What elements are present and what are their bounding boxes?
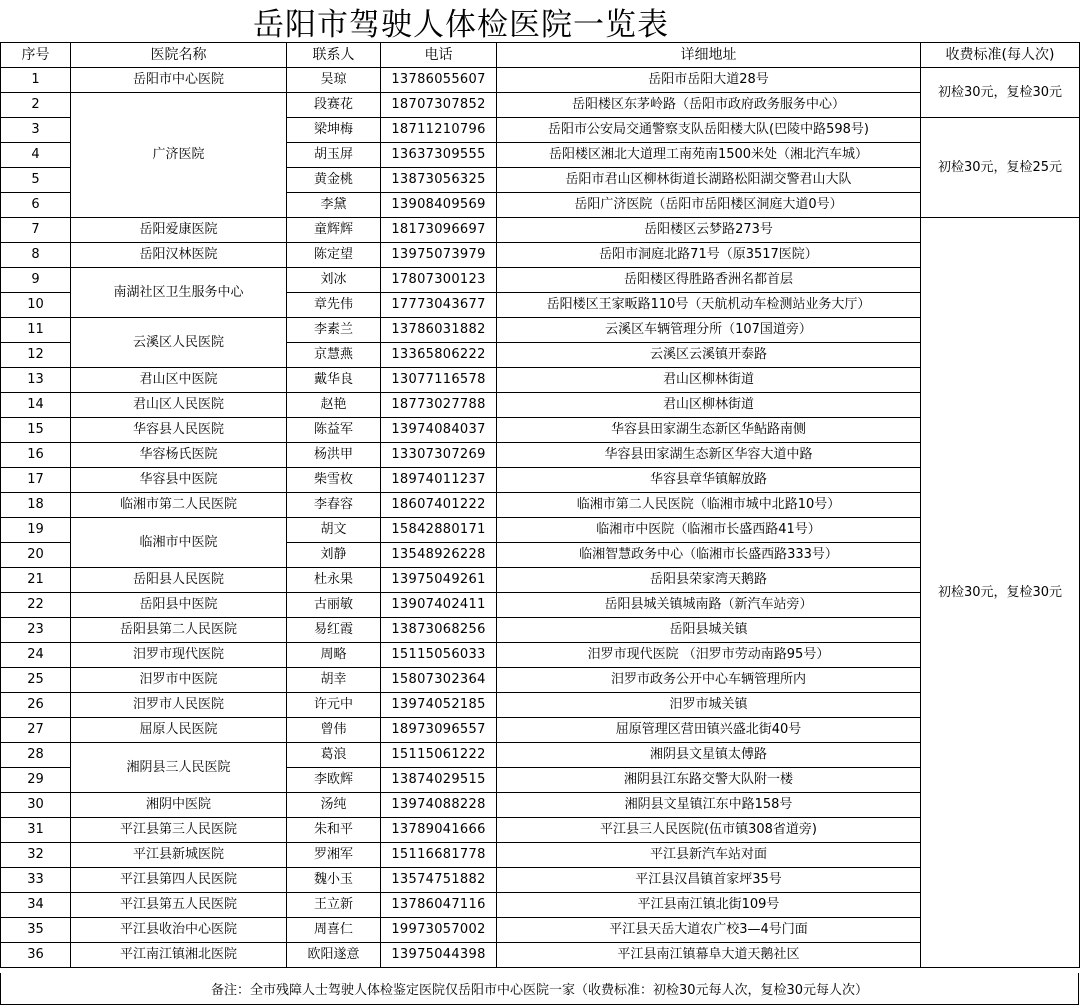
header-hospital: 医院名称 [71, 43, 287, 68]
table-row [1, 868, 1080, 893]
row-address: 岳阳县荣家湾天鹅路 [497, 568, 921, 593]
row-seq: 27 [1, 718, 71, 743]
row-contact: 魏小玉 [287, 868, 381, 893]
row-phone: 13365806222 [381, 343, 497, 368]
row-hospital: 平江县收治中心医院 [71, 918, 287, 943]
row-contact: 陈定望 [287, 243, 381, 268]
row-hospital: 岳阳市中心医院 [71, 68, 287, 93]
row-phone: 15807302364 [381, 668, 497, 693]
row-phone: 13908409569 [381, 193, 497, 218]
row-contact: 葛浪 [287, 743, 381, 768]
row-seq: 20 [1, 543, 71, 568]
row-address: 华容县章华镇解放路 [497, 468, 921, 493]
row-hospital: 平江县第四人民医院 [71, 868, 287, 893]
table-row [1, 668, 1080, 693]
row-seq: 12 [1, 343, 71, 368]
row-seq: 34 [1, 893, 71, 918]
row-seq: 9 [1, 268, 71, 293]
row-address: 云溪区车辆管理分所（107国道旁） [497, 318, 921, 343]
table-row [1, 318, 1080, 343]
row-address: 湘阴县江东路交警大队附一楼 [497, 768, 921, 793]
table-row [1, 93, 1080, 118]
row-address: 岳阳市洞庭北路71号（原3517医院） [497, 243, 921, 268]
header-contact: 联系人 [287, 43, 381, 68]
table-row [1, 693, 1080, 718]
row-address: 湘阴县文星镇江东中路158号 [497, 793, 921, 818]
row-hospital: 华容县中医院 [71, 468, 287, 493]
row-hospital: 岳阳爱康医院 [71, 218, 287, 243]
row-seq: 31 [1, 818, 71, 843]
row-seq: 1 [1, 68, 71, 93]
row-seq: 19 [1, 518, 71, 543]
row-address: 平江县天岳大道农广校3—4号门面 [497, 918, 921, 943]
row-seq: 6 [1, 193, 71, 218]
row-address: 岳阳县城关镇 [497, 618, 921, 643]
table-row [1, 393, 1080, 418]
row-phone: 18974011237 [381, 468, 497, 493]
row-phone: 15116681778 [381, 843, 497, 868]
row-phone: 15115061222 [381, 743, 497, 768]
row-phone: 18607401222 [381, 493, 497, 518]
footnote: 备注：全市残障人士驾驶人体检鉴定医院仅岳阳市中心医院一家（收费标准：初检30元每人次，复检30元每人次） [0, 973, 1079, 1005]
row-seq: 18 [1, 493, 71, 518]
header-address: 详细地址 [497, 43, 921, 68]
row-seq: 36 [1, 943, 71, 968]
row-address: 临湘市第二人民医院（临湘市城中北路10号） [497, 493, 921, 518]
row-hospital: 汨罗市现代医院 [71, 643, 287, 668]
row-phone: 17807300123 [381, 268, 497, 293]
row-address: 云溪区云溪镇开泰路 [497, 343, 921, 368]
row-seq: 16 [1, 443, 71, 468]
row-seq: 24 [1, 643, 71, 668]
row-seq: 25 [1, 668, 71, 693]
table-row [1, 368, 1080, 393]
row-hospital: 南湖社区卫生服务中心 [71, 268, 287, 318]
table-body [1, 68, 1080, 968]
row-contact: 易红霞 [287, 618, 381, 643]
row-address: 华容县田家湖生态新区华容大道中路 [497, 443, 921, 468]
row-phone: 18173096697 [381, 218, 497, 243]
row-phone: 13874029515 [381, 768, 497, 793]
row-address: 岳阳楼区湘北大道理工南苑南1500米处（湘北汽车城） [497, 143, 921, 168]
row-seq: 4 [1, 143, 71, 168]
row-contact: 周喜仁 [287, 918, 381, 943]
row-contact: 赵艳 [287, 393, 381, 418]
table-row [1, 418, 1080, 443]
row-hospital: 平江南江镇湘北医院 [71, 943, 287, 968]
table-row [1, 843, 1080, 868]
row-contact: 曾伟 [287, 718, 381, 743]
row-address: 华容县田家湖生态新区华鲇路南侧 [497, 418, 921, 443]
row-hospital: 广济医院 [71, 93, 287, 218]
row-address: 临湘智慧政务中心（临湘市长盛西路333号） [497, 543, 921, 568]
row-address: 平江县汉昌镇首家坪35号 [497, 868, 921, 893]
table-row [1, 468, 1080, 493]
row-address: 岳阳市岳阳大道28号 [497, 68, 921, 93]
row-address: 君山区柳林街道 [497, 368, 921, 393]
table-row [1, 618, 1080, 643]
row-hospital: 云溪区人民医院 [71, 318, 287, 368]
row-address: 屈原管理区营田镇兴盛北街40号 [497, 718, 921, 743]
row-phone: 13574751882 [381, 868, 497, 893]
row-phone: 13789041666 [381, 818, 497, 843]
row-address: 岳阳楼区云梦路273号 [497, 218, 921, 243]
row-contact: 刘静 [287, 543, 381, 568]
row-seq: 7 [1, 218, 71, 243]
row-contact: 刘冰 [287, 268, 381, 293]
row-phone: 13077116578 [381, 368, 497, 393]
row-contact: 许元中 [287, 693, 381, 718]
row-address: 汨罗市城关镇 [497, 693, 921, 718]
row-phone: 18773027788 [381, 393, 497, 418]
row-seq: 23 [1, 618, 71, 643]
row-seq: 22 [1, 593, 71, 618]
header-seq: 序号 [1, 43, 71, 68]
row-contact: 古丽敏 [287, 593, 381, 618]
row-phone: 18707307852 [381, 93, 497, 118]
row-seq: 30 [1, 793, 71, 818]
row-seq: 11 [1, 318, 71, 343]
table-row [1, 793, 1080, 818]
row-hospital: 临湘市中医院 [71, 518, 287, 568]
row-hospital: 汨罗市人民医院 [71, 693, 287, 718]
row-address: 岳阳楼区东茅岭路（岳阳市政府政务服务中心） [497, 93, 921, 118]
row-seq: 3 [1, 118, 71, 143]
row-phone: 13786047116 [381, 893, 497, 918]
row-phone: 13548926228 [381, 543, 497, 568]
row-address: 临湘市中医院（临湘市长盛西路41号） [497, 518, 921, 543]
row-seq: 28 [1, 743, 71, 768]
row-hospital: 汨罗市中医院 [71, 668, 287, 693]
row-contact: 柴雪枚 [287, 468, 381, 493]
row-contact: 欧阳遂意 [287, 943, 381, 968]
row-phone: 19973057002 [381, 918, 497, 943]
row-hospital: 君山区人民医院 [71, 393, 287, 418]
row-seq: 35 [1, 918, 71, 943]
table-row [1, 818, 1080, 843]
row-hospital: 湘阴中医院 [71, 793, 287, 818]
header-fee: 收费标准(每人次) [921, 43, 1080, 68]
table-row [1, 243, 1080, 268]
row-seq: 26 [1, 693, 71, 718]
row-address: 岳阳市君山区柳林街道长湖路松阳湖交警君山大队 [497, 168, 921, 193]
row-contact: 胡玉屏 [287, 143, 381, 168]
row-contact: 朱和平 [287, 818, 381, 843]
row-hospital: 岳阳县第二人民医院 [71, 618, 287, 643]
row-fee: 初检30元，复检25元 [921, 118, 1080, 218]
row-contact: 京慧燕 [287, 343, 381, 368]
header-row [1, 43, 1080, 68]
row-seq: 32 [1, 843, 71, 868]
header-phone: 电话 [381, 43, 497, 68]
row-contact: 梁坤梅 [287, 118, 381, 143]
row-contact: 李欧辉 [287, 768, 381, 793]
row-phone: 13307307269 [381, 443, 497, 468]
row-contact: 罗湘军 [287, 843, 381, 868]
row-address: 平江县南江镇幕阜大道天鹅社区 [497, 943, 921, 968]
row-address: 岳阳楼区王家畈路110号（天航机动车检测站业务大厅） [497, 293, 921, 318]
row-address: 岳阳市公安局交通警察支队岳阳楼大队(巴陵中路598号) [497, 118, 921, 143]
row-phone: 13974084037 [381, 418, 497, 443]
row-phone: 13786031882 [381, 318, 497, 343]
row-hospital: 华容杨氏医院 [71, 443, 287, 468]
row-seq: 10 [1, 293, 71, 318]
row-contact: 童辉辉 [287, 218, 381, 243]
row-phone: 13975044398 [381, 943, 497, 968]
row-hospital: 平江县第五人民医院 [71, 893, 287, 918]
row-phone: 13974052185 [381, 693, 497, 718]
row-seq: 15 [1, 418, 71, 443]
row-contact: 周略 [287, 643, 381, 668]
row-hospital: 屈原人民医院 [71, 718, 287, 743]
row-seq: 29 [1, 768, 71, 793]
row-seq: 17 [1, 468, 71, 493]
row-phone: 13974088228 [381, 793, 497, 818]
row-contact: 胡文 [287, 518, 381, 543]
row-seq: 2 [1, 93, 71, 118]
row-hospital: 平江县第三人民医院 [71, 818, 287, 843]
table-row [1, 718, 1080, 743]
row-hospital: 君山区中医院 [71, 368, 287, 393]
row-address: 汨罗市现代医院 （汨罗市劳动南路95号） [497, 643, 921, 668]
row-hospital: 湘阴县三人民医院 [71, 743, 287, 793]
hospital-table [0, 42, 1080, 968]
row-seq: 5 [1, 168, 71, 193]
row-contact: 胡幸 [287, 668, 381, 693]
row-phone: 13975049261 [381, 568, 497, 593]
row-contact: 汤纯 [287, 793, 381, 818]
row-contact: 黄金桃 [287, 168, 381, 193]
row-hospital: 岳阳县中医院 [71, 593, 287, 618]
row-contact: 李素兰 [287, 318, 381, 343]
row-phone: 13637309555 [381, 143, 497, 168]
row-phone: 13975073979 [381, 243, 497, 268]
table-row [1, 268, 1080, 293]
row-phone: 17773043677 [381, 293, 497, 318]
row-phone: 15842880171 [381, 518, 497, 543]
row-address: 平江县南江镇北街109号 [497, 893, 921, 918]
row-contact: 段赛花 [287, 93, 381, 118]
row-address: 汨罗市政务公开中心车辆管理所内 [497, 668, 921, 693]
row-seq: 13 [1, 368, 71, 393]
table-row [1, 643, 1080, 668]
row-phone: 18973096557 [381, 718, 497, 743]
row-seq: 8 [1, 243, 71, 268]
row-hospital: 临湘市第二人民医院 [71, 493, 287, 518]
table-row [1, 218, 1080, 243]
row-contact: 戴华良 [287, 368, 381, 393]
row-address: 岳阳楼区得胜路香洲名都首层 [497, 268, 921, 293]
row-hospital: 岳阳县人民医院 [71, 568, 287, 593]
row-phone: 13873056325 [381, 168, 497, 193]
table-row [1, 68, 1080, 93]
row-seq: 33 [1, 868, 71, 893]
table-row [1, 568, 1080, 593]
table-row [1, 943, 1080, 968]
row-contact: 王立新 [287, 893, 381, 918]
row-phone: 13873068256 [381, 618, 497, 643]
row-phone: 18711210796 [381, 118, 497, 143]
row-contact: 李黛 [287, 193, 381, 218]
table-row [1, 443, 1080, 468]
row-address: 湘阴县文星镇太傅路 [497, 743, 921, 768]
table-row [1, 593, 1080, 618]
row-fee: 初检30元，复检30元 [921, 218, 1080, 968]
row-seq: 21 [1, 568, 71, 593]
row-contact: 陈益军 [287, 418, 381, 443]
row-address: 岳阳广济医院（岳阳市岳阳楼区洞庭大道0号） [497, 193, 921, 218]
row-contact: 吴琼 [287, 68, 381, 93]
row-address: 君山区柳林街道 [497, 393, 921, 418]
row-contact: 杨洪甲 [287, 443, 381, 468]
row-contact: 章先伟 [287, 293, 381, 318]
row-hospital: 平江县新城医院 [71, 843, 287, 868]
row-hospital: 华容县人民医院 [71, 418, 287, 443]
row-phone: 15115056033 [381, 643, 497, 668]
table-row [1, 918, 1080, 943]
row-phone: 13786055607 [381, 68, 497, 93]
row-contact: 杜永果 [287, 568, 381, 593]
row-address: 平江县新汽车站对面 [497, 843, 921, 868]
table-row [1, 743, 1080, 768]
row-hospital: 岳阳汉林医院 [71, 243, 287, 268]
row-fee: 初检30元，复检30元 [921, 68, 1080, 118]
table-row [1, 493, 1080, 518]
page-title: 岳阳市驾驶人体检医院一览表 [253, 6, 669, 43]
row-address: 平江县三人民医院(伍市镇308省道旁) [497, 818, 921, 843]
row-seq: 14 [1, 393, 71, 418]
row-contact: 李春容 [287, 493, 381, 518]
table-row [1, 893, 1080, 918]
table-row [1, 518, 1080, 543]
row-address: 岳阳县城关镇城南路（新汽车站旁） [497, 593, 921, 618]
row-phone: 13907402411 [381, 593, 497, 618]
